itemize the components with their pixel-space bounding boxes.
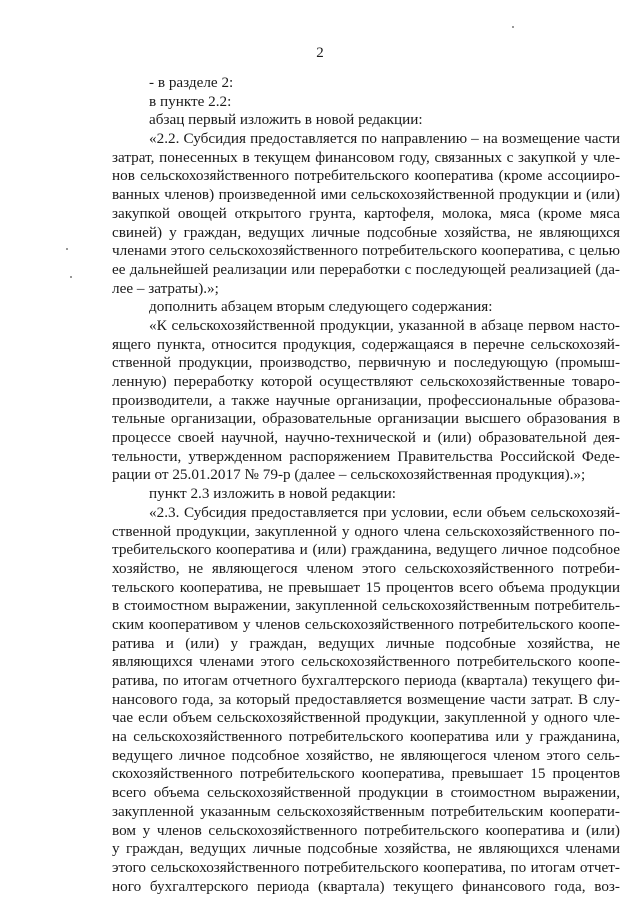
text-line: закупленной указанным сельскохозяйственным потребительским кооперати- — [112, 802, 620, 820]
text-line: ственной продукции, закупленной у одного члена сельскохозяйственного по- — [112, 522, 620, 540]
text-line: у граждан, ведущих личные подсобные хозяйства, не являющихся членами — [112, 840, 620, 858]
text-line: пункт 2.3 изложить в новой редакции: — [149, 485, 397, 503]
text-line: являющихся членами этого сельскохозяйственного потребительского коопе- — [112, 653, 620, 671]
text-line: в пункте 2.2: — [149, 92, 232, 110]
text-line: тельные организации, образовательные организации высшего образования в — [112, 410, 620, 428]
text-line: ящего пункта, относится продукция, содержащаяся в перечне сельскохозяй- — [112, 335, 620, 353]
text-line: вом у членов сельскохозяйственного потребительского кооператива и (или) — [112, 821, 620, 839]
text-line: «К сельскохозяйственной продукции, указанной в абзаце первом насто- — [149, 316, 620, 334]
text-line: ее дальнейшей реализации или переработки с последующей реализацией (да- — [112, 260, 620, 278]
text-line: членами этого сельскохозяйственного потребительского кооператива, с целью — [112, 242, 620, 260]
text-line: свиней) у граждан, ведущих личные подсобные хозяйства, не являющихся — [112, 223, 620, 241]
text-line: рации от 25.01.2017 № 79-р (далее – сельскохозяйственная продукция).»; — [112, 466, 586, 484]
document-body — [112, 74, 620, 896]
text-line: в стоимостном выражении, закупленной сельскохозяйственным потребитель- — [112, 597, 620, 615]
text-line: ственной продукции, производство, первичную и последующую (промыш- — [112, 354, 620, 372]
text-line: скохозяйственного потребительского кооператива, превышает 15 процентов — [112, 765, 620, 783]
text-line: ведущего личное подсобное хозяйство, не являющегося членом этого сель- — [112, 746, 620, 764]
page-number: 2 — [316, 45, 324, 61]
scan-speck — [70, 276, 72, 278]
text-line: хозяйство, не являющегося членом этого сельскохозяйственного потреби- — [112, 559, 620, 577]
text-line: на сельскохозяйственного потребительского кооператива или у гражданина, — [112, 728, 620, 746]
text-line: тельности, утвержденном распоряжением Правительства Российской Феде- — [112, 447, 620, 465]
text-line: «2.2. Субсидия предоставляется по направлению – на возмещение части — [149, 130, 620, 148]
text-line: нов сельскохозяйственного потребительского кооператива (кроме ассоцииро- — [112, 167, 620, 185]
text-line: требительского кооператива и (или) гражданина, ведущего личное подсобное — [112, 541, 620, 559]
text-line: ским кооперативом у членов сельскохозяйственного потребительского коопе- — [112, 615, 620, 633]
text-line: ного бухгалтерского периода (квартала) текущего финансового года, воз- — [112, 877, 620, 895]
scan-speck — [66, 248, 68, 250]
text-line: дополнить абзацем вторым следующего содержания: — [149, 298, 493, 316]
text-line: тельского кооператива, не превышает 15 процентов всего объема продукции — [112, 578, 620, 596]
text-line: нансового года, за который предоставляется возмещение части затрат. В слу- — [112, 690, 620, 708]
text-line: производители, а также научные организации, профессиональные образова- — [112, 391, 620, 409]
text-line: ленную) переработку которой осуществляют сельскохозяйственные товаро- — [112, 373, 620, 390]
text-line: чае если объем сельскохозяйственной продукции, закупленной у одного чле- — [112, 709, 620, 727]
text-line: абзац первый изложить в новой редакции: — [149, 111, 423, 129]
text-line: ратива, по итогам отчетного бухгалтерского периода (квартала) текущего фи- — [112, 672, 620, 689]
text-line: всего объема сельскохозяйственной продукции в стоимостном выражении, — [112, 784, 620, 802]
text-line: этого сельскохозяйственного потребительского кооператива, по итогам отчет- — [112, 858, 620, 876]
text-line: процессе своей научной, научно-технической и (или) образовательной дея- — [112, 429, 620, 447]
text-line: лее – затраты).»; — [112, 279, 219, 297]
scan-speck — [512, 26, 514, 28]
text-line: ратива и (или) у граждан, ведущих личные подсобные хозяйства, не — [112, 634, 620, 652]
text-line: - в разделе 2: — [149, 74, 234, 91]
text-line: затрат, понесенных в текущем финансовом году, связанных с закупкой у чле- — [112, 148, 620, 166]
text-line: ванных членов) произведенной ими сельскохозяйственной продукции и (или) — [112, 186, 620, 204]
text-line: закупкой овощей открытого грунта, картофеля, молока, мяса (кроме мяса — [112, 204, 620, 222]
text-line: «2.3. Субсидия предоставляется при условии, если объем сельскохозяй- — [149, 503, 620, 521]
